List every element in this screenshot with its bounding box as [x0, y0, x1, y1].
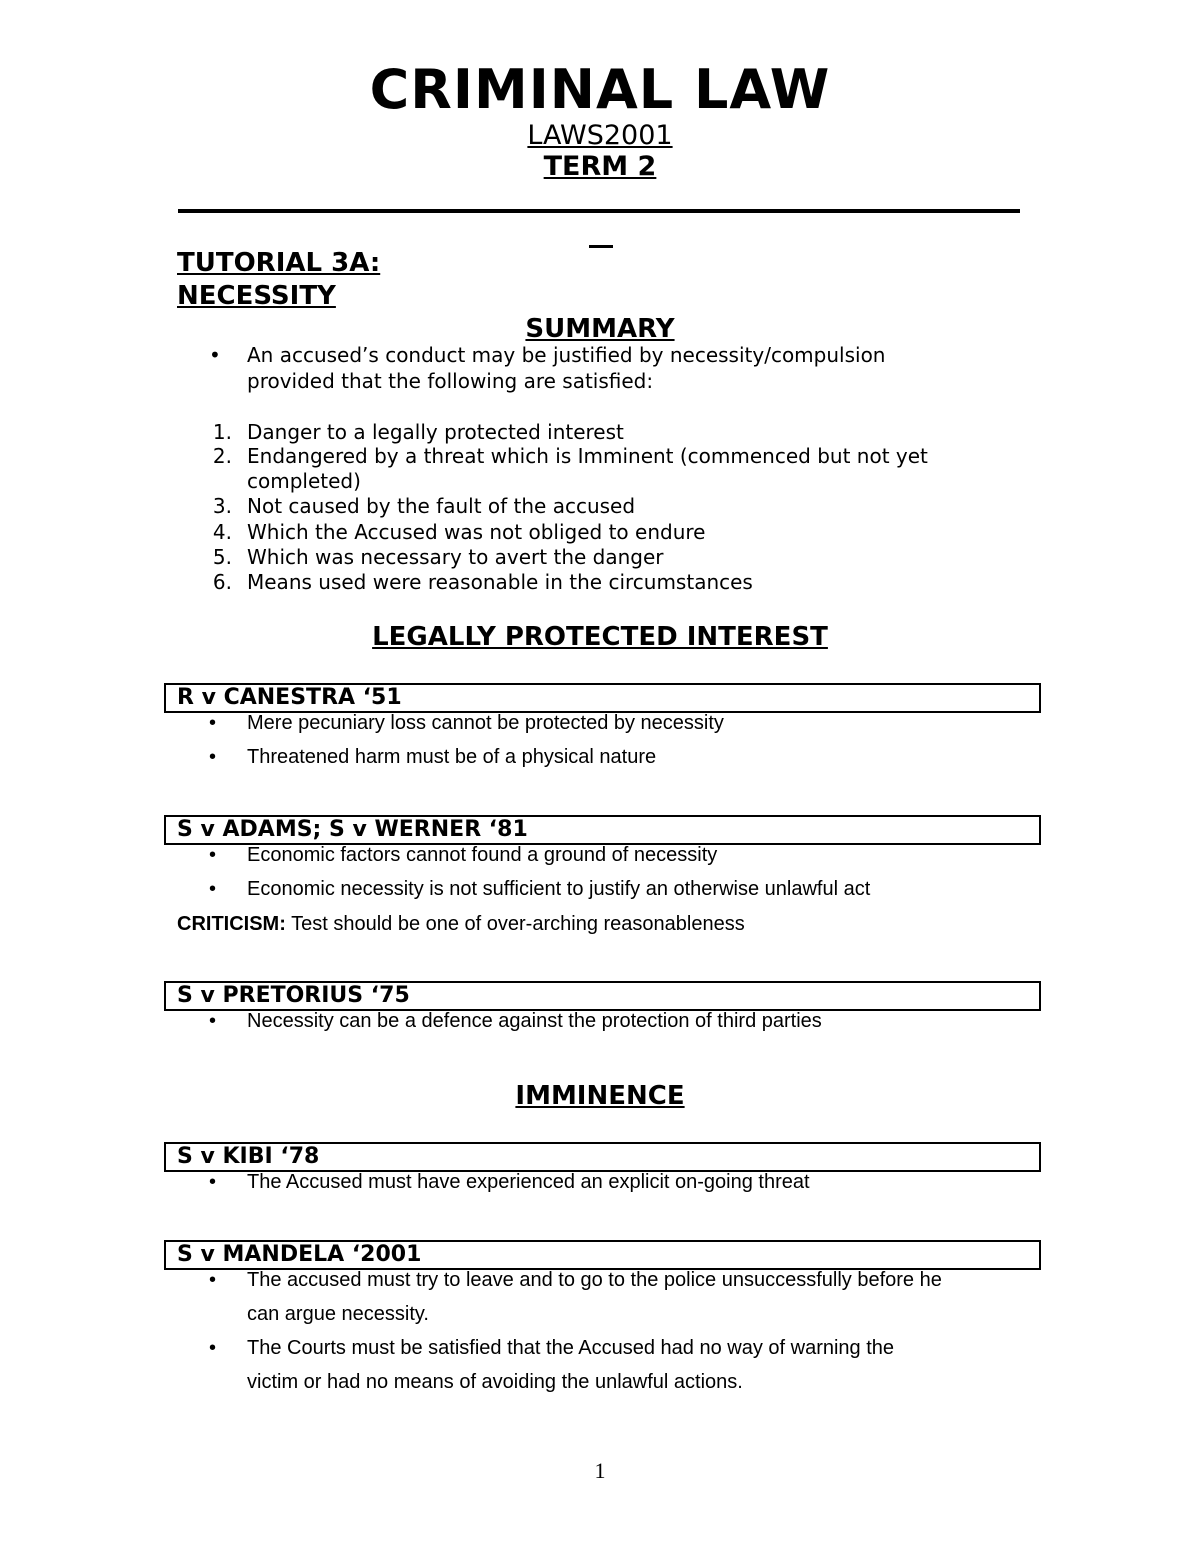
tutorial-title: TUTORIAL 3A:: [177, 248, 381, 278]
case-box-kibi: S v KIBI ‘78: [164, 1142, 1041, 1172]
list-item: Danger to a legally protected interest: [247, 420, 624, 444]
tutorial-topic: NECESSITY: [177, 281, 336, 311]
section-heading-imminence: IMMINENCE: [515, 1081, 685, 1111]
case-point: The Accused must have experienced an explicit on-going threat: [247, 1171, 810, 1193]
list-item: Which the Accused was not obliged to endure: [247, 520, 706, 544]
bullet-icon: •: [209, 1010, 217, 1032]
case-point-line: victim or had no means of avoiding the unlawful actions.: [247, 1371, 743, 1393]
term-label: TERM 2: [543, 151, 657, 182]
horizontal-rule: [178, 209, 1020, 213]
case-point: Necessity can be a defence against the protection of third parties: [247, 1010, 822, 1032]
bullet-icon: •: [209, 343, 221, 367]
case-point-line: can argue necessity.: [247, 1303, 429, 1325]
case-point: Threatened harm must be of a physical nature: [247, 746, 657, 768]
case-point-line: The Courts must be satisfied that the Accused had no way of warning the: [247, 1337, 895, 1359]
summary-heading: SUMMARY: [525, 314, 675, 344]
bullet-icon: •: [209, 844, 217, 866]
criticism-note: [177, 913, 745, 936]
bullet-icon: •: [209, 1337, 217, 1359]
bullet-icon: •: [209, 712, 217, 734]
criticism-label: CRITICISM:: [177, 913, 286, 935]
list-item: Not caused by the fault of the accused: [247, 494, 636, 518]
list-number: 4.: [212, 520, 232, 544]
bullet-icon: •: [209, 746, 217, 768]
dash-mark: [589, 245, 613, 248]
case-point: Economic necessity is not sufficient to justify an otherwise unlawful act: [247, 878, 871, 900]
case-box-canestra: R v CANESTRA ‘51: [164, 683, 1041, 713]
list-item: Endangered by a threat which is Imminent (commenced but not yet: [247, 444, 928, 468]
case-point: Mere pecuniary loss cannot be protected by necessity: [247, 712, 724, 734]
list-number: 2.: [212, 444, 232, 468]
page-number: 1: [594, 1458, 606, 1483]
bullet-icon: •: [209, 878, 217, 900]
case-point: Economic factors cannot found a ground of necessity: [247, 844, 718, 866]
bullet-icon: •: [209, 1171, 217, 1193]
case-box-mandela: S v MANDELA ‘2001: [164, 1240, 1041, 1270]
document-title: CRIMINAL LAW: [369, 58, 831, 121]
list-number: 1.: [212, 420, 232, 444]
summary-intro-line1: An accused’s conduct may be justified by necessity/compulsion: [247, 343, 886, 367]
list-number: 5.: [212, 545, 232, 569]
criticism-text: Test should be one of over-arching reasonableness: [285, 913, 745, 935]
list-number: 6.: [212, 570, 232, 594]
bullet-icon: •: [209, 1269, 217, 1291]
case-box-adams: S v ADAMS; S v WERNER ‘81: [164, 815, 1041, 845]
course-code: LAWS2001: [527, 120, 673, 151]
list-item: Means used were reasonable in the circumstances: [247, 570, 753, 594]
case-point-line: The accused must try to leave and to go to the police unsuccessfully before he: [247, 1269, 942, 1291]
list-number: 3.: [212, 494, 232, 518]
section-heading-lpi: LEGALLY PROTECTED INTEREST: [372, 622, 828, 652]
summary-intro-line2: provided that the following are satisfied:: [247, 369, 654, 393]
list-item: completed): [247, 469, 361, 493]
list-item: Which was necessary to avert the danger: [247, 545, 664, 569]
case-box-pretorius: S v PRETORIUS ‘75: [164, 981, 1041, 1011]
